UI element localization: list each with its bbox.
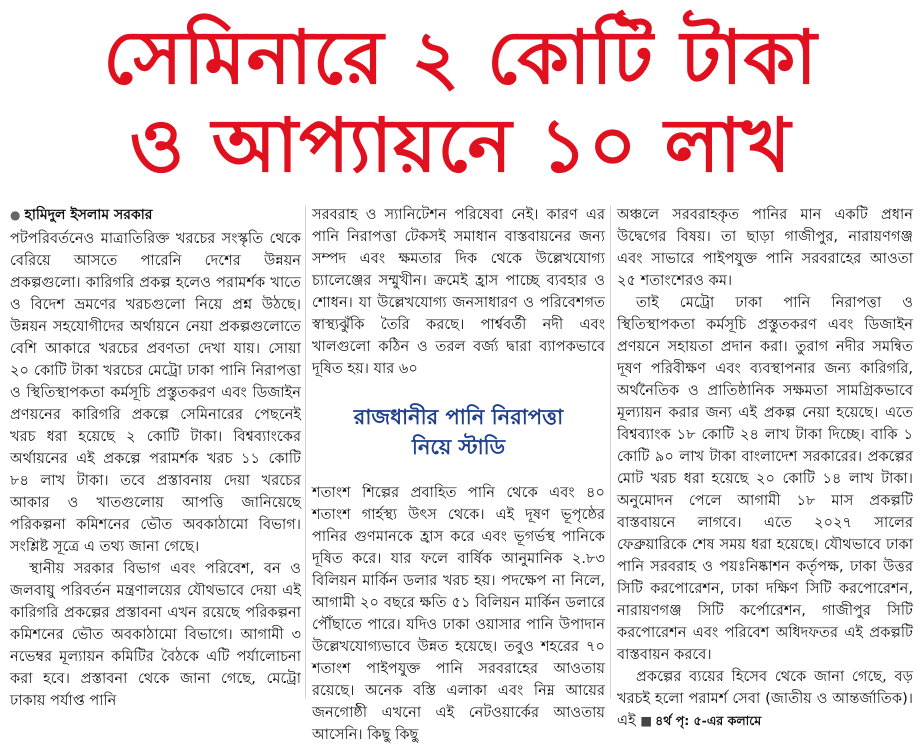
continuation-square-icon: ■ [640, 713, 653, 728]
headline-line-2: ও আপ্যায়নে ১০ লাখ [129, 103, 792, 189]
byline-author: হামিদুল ইসলাম সরকার [24, 207, 153, 223]
column-2-paragraph-2: শতাংশ শিল্পের প্রবাহিত পানি থেকে এবং ৪০ শতাংশ গার্হস্থ্য উৎস থেকে। এই দূষণ ভূপৃষ্ঠের পানির গুণমানকে হ্রাস করে এবং ভূগর্ভস্থ পানিকে দূষিত করে। যার ফলে বার্ষিক আনুমানিক ২.৮৩ বিলিয়ন মার্কিন ডলার খরচ হয়। পদক্ষেপ না নিলে, আগামী ২০ বছরে ক্ষতি ৫১ বিলিয়ন মার্কিন ডলারে পৌঁছাতে পারে। যদিও ঢাকা ওয়াসার পানি উপাদান উল্লেখযোগ্যভাবে উন্নত হয়েছে। তবুও শহরের ৭০ শতাংশ পাইপযুক্ত পানি সরবরাহের আওতায় রয়েছে। অনেক বস্তি এলাকা এবং নিম্ন আয়ের জনগোষ্ঠী এখনো এই নেটওয়ার্কের আওতায় আসেনি। কিছু কিছু [312, 484, 605, 743]
subheading-line-2: নিয়ে স্টাডি [411, 435, 506, 459]
column-3-paragraph-3 [617, 666, 913, 732]
article-column-3 [617, 204, 913, 732]
continuation-note[interactable] [640, 713, 761, 728]
column-2-paragraph-1: সরবরাহ ও স্যানিটেশন পরিষেবা নেই। কারণ এর পানি নিরাপত্তা টেকসই সমাধান বাস্তবায়নের জন্য সম্পদ এবং ক্ষমতার দিক থেকে উল্লেখযোগ্য চ্যালেঞ্জের সম্মুখীন। ক্রমেই হ্রাস পাচ্ছে ব্যবহার ও শোধন। যা উল্লেখযোগ্য জনসাধারণ ও পরিবেশগত স্বাস্থ্যঝুঁকি তৈরি করছে। পার্শ্ববর্তী নদী এবং খালগুলো কঠিন ও তরল বর্জ্য দ্বারা ব্যাপকভাবে দূষিত হয়। যার ৬০ [312, 206, 605, 377]
column-3-paragraph-3-text: প্রকল্পের ব্যয়ের হিসেব থেকে জানা গেছে, বড় খরচই হলো পরামর্শ সেবা (জাতীয় ও আন্তর্জাতিক)। এই [617, 668, 913, 729]
column-1-paragraph-1: পটপরিবর্তনেও মাত্রাতিরিক্ত খরচের সংস্কৃতি থেকে বেরিয়ে আসতে পারেনি দেশের উন্নয়ন প্রকল্পগুলো। কারিগরি প্রকল্প হলেও পরামর্শক খাতে ও বিদেশ ভ্রমণের খরচগুলো নিয়ে প্রশ্ন উঠছে। উন্নয়ন সহযোগীদের অর্থায়নে নেয়া প্রকল্পগুলোতে বেশি আকারে খরচের প্রবণতা দেখা যায়। সোয়া ২০ কোটি টাকা খরচের মেট্রো ঢাকা পানি নিরাপত্তা ও স্থিতিস্থাপকতা কর্মসূচি প্রস্তুতকরণ এবং ডিজাইন প্রণয়নের কারিগরি প্রকল্পে সেমিনারের পেছনেই খরচ ধরা হয়েছে ২ কোটি টাকা। বিশ্বব্যাংকের অর্থায়নের এই প্রকল্পে পরামর্শক খরচ ১১ কোটি ৮৪ লাখ টাকা। তবে প্রস্তাবনায় দেয়া খরচের আকার ও খাতগুলোয় আপত্তি জানিয়েছে পরিকল্পনা কমিশনের ভৌত অবকাঠামো বিভাগ। সংশ্লিষ্ট সূত্রে এ তথ্য জানা গেছে। [10, 230, 301, 555]
column-3-paragraph-1: অঞ্চলে সরবরাহকৃত পানির মান একটি প্রধান উদ্বেগের বিষয়। তা ছাড়া গাজীপুর, নারায়ণগঞ্জ এবং সাভারে পাইপযুক্ত পানি সরবরাহের আওতা ২৫ শতাংশেরও কম। [617, 206, 913, 289]
article-column-2 [312, 204, 605, 746]
column-1-paragraph-2: স্থানীয় সরকার বিভাগ এবং পরিবেশ, বন ও জলবায়ু পরিবর্তন মন্ত্রণালয়ের যৌথভাবে দেয়া এই কারিগরি প্রকল্পের প্রস্তাবনা এখন রয়েছে পরিকল্পনা কমিশনের ভৌত অবকাঠামো বিভাগে। আগামী ৩ নভেম্বর মূল্যায়ন কমিটির বৈঠকে এটি পর্যালোচনা করা হবে। প্রস্তাবনা থেকে জানা গেছে, মেট্রো ঢাকায় পর্যাপ্ত পানি [10, 560, 301, 709]
headline [0, 14, 921, 190]
byline [10, 204, 301, 226]
column-3-paragraph-2: তাই মেট্রো ঢাকা পানি নিরাপত্তা ও স্থিতিস্থাপকতা কর্মসূচি প্রস্তুতকরণ এবং ডিজাইন প্রণয়নে সহায়তা প্রদান করা। তুরাগ নদীর সমন্বিত দূষণ পরিবীক্ষণ এবং ব্যবস্থাপনার জন্য কারিগরি, অর্থনৈতিক ও প্রাতিষ্ঠানিক সক্ষমতা সামগ্রিকভাবে মূল্যায়ন করার জন্য এই প্রকল্প নেয়া হয়েছে। এতে বিশ্বব্যাংক ১৮ কোটি ২৪ লাখ টাকা দিচ্ছে। বাকি ১ কোটি ৯০ লাখ টাকা বাংলাদেশ সরকারের। প্রকল্পের মোট খরচ ধরা হয়েছে ২০ কোটি ১৪ লাখ টাকা। অনুমোদন পেলে আগামী ১৮ মাস প্রকল্পটি বাস্তবায়নে লাগবে। এতে ২০২৭ সালের ফেব্রুয়ারিকে শেষ সময় ধরা হয়েছে। যৌথভাবে ঢাকা পানি সরবরাহ ও পয়ঃনিষ্কাশন কর্তৃপক্ষ, ঢাকা উত্তর সিটি করপোরেশন, ঢাকা দক্ষিণ সিটি করপোরেশন, নারায়ণগঞ্জ সিটি কর্পোরেশন, গাজীপুর সিটি করপোরেশন এবং পরিবেশ অধিদফতর এই প্রকল্পটি বাস্তবায়ন করবে। [617, 294, 913, 663]
column-divider [305, 206, 306, 698]
subheading-line-1: রাজধানীর পানি নিরাপত্তা [353, 405, 564, 429]
article-column-1 [10, 204, 301, 712]
headline-line-1: সেমিনারে ২ কোটি টাকা [103, 15, 818, 101]
column-divider [610, 206, 611, 698]
continuation-text: ৪র্থ পৃ: ৫-এর কলামে [655, 713, 762, 728]
subheading [312, 402, 605, 462]
byline-bullet-icon: ● [10, 208, 21, 222]
